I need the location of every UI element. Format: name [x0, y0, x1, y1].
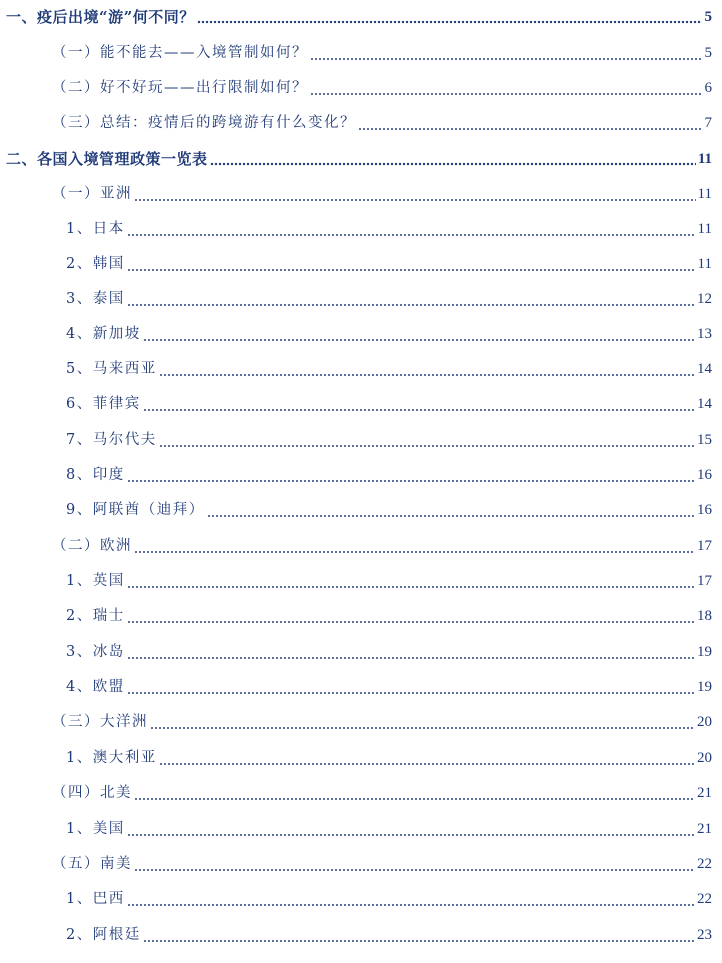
toc-entry-s2-1-6[interactable]: [0, 392, 722, 416]
toc-entry-s2-4[interactable]: [0, 781, 722, 805]
toc-entry-s2-2-3[interactable]: [0, 640, 722, 664]
toc-entry-s1[interactable]: [0, 5, 722, 29]
toc-entry-s2[interactable]: [0, 147, 722, 171]
toc-entry-page-number: 17: [695, 534, 712, 558]
toc-entry-page-number: 11: [696, 252, 712, 276]
toc-entry-title: （五）南美: [52, 852, 134, 876]
toc-entry-s2-3[interactable]: [0, 710, 722, 734]
toc-entry-s1-3[interactable]: [0, 111, 722, 135]
toc-entry-page-number: 12: [695, 287, 712, 311]
toc-entry-title: （一）能不能去——入境管制如何？: [52, 41, 310, 65]
toc-dot-leader: [134, 182, 696, 206]
toc-entry-page-number: 15: [695, 428, 712, 452]
toc-dot-leader: [127, 640, 695, 664]
toc-dot-leader: [159, 357, 695, 381]
toc-entry-title: 1、巴西: [66, 887, 127, 911]
toc-entry-title: 4、新加坡: [66, 322, 143, 346]
toc-dot-leader: [210, 147, 696, 171]
toc-entry-title: 一、疫后出境“游”何不同？: [6, 5, 197, 29]
toc-entry-s2-2-1[interactable]: [0, 569, 722, 593]
toc-entry-title: 6、菲律宾: [66, 392, 143, 416]
toc-dot-leader: [310, 41, 702, 65]
toc-entry-title: 1、澳大利亚: [66, 746, 159, 770]
toc-entry-s2-1-3[interactable]: [0, 287, 722, 311]
toc-entry-page-number: 16: [695, 463, 712, 487]
toc-dot-leader: [127, 252, 696, 276]
toc-dot-leader: [143, 322, 695, 346]
toc-entry-s2-5-1[interactable]: [0, 887, 722, 911]
toc-entry-title: （二）欧洲: [52, 534, 134, 558]
toc-entry-page-number: 14: [695, 392, 712, 416]
toc-entry-s2-5[interactable]: [0, 852, 722, 876]
toc-dot-leader: [127, 217, 696, 241]
toc-entry-title: 1、日本: [66, 217, 127, 241]
toc-dot-leader: [127, 817, 695, 841]
toc-entry-page-number: 21: [695, 781, 712, 805]
toc-entry-title: （四）北美: [52, 781, 134, 805]
toc-entry-page-number: 21: [695, 817, 712, 841]
toc-entry-page-number: 7: [703, 111, 713, 135]
toc-dot-leader: [358, 111, 702, 135]
toc-dot-leader: [134, 852, 695, 876]
toc-entry-title: 二、各国入境管理政策一览表: [6, 147, 210, 171]
toc-dot-leader: [143, 923, 695, 947]
toc-entry-title: 7、马尔代夫: [66, 428, 159, 452]
toc-entry-s2-2-4[interactable]: [0, 675, 722, 699]
toc-entry-s1-1[interactable]: [0, 41, 722, 65]
toc-entry-title: 9、阿联酋（迪拜）: [66, 498, 207, 522]
toc-entry-s2-2-2[interactable]: [0, 604, 722, 628]
toc-entry-page-number: 11: [696, 182, 712, 206]
toc-entry-title: 1、美国: [66, 817, 127, 841]
toc-entry-page-number: 20: [695, 746, 712, 770]
toc-entry-page-number: 5: [703, 5, 713, 29]
toc-dot-leader: [127, 675, 695, 699]
toc-dot-leader: [134, 534, 695, 558]
toc-entry-s2-1-2[interactable]: [0, 252, 722, 276]
toc-entry-s2-1[interactable]: [0, 182, 722, 206]
toc-entry-s2-1-1[interactable]: [0, 217, 722, 241]
toc-entry-title: 4、欧盟: [66, 675, 127, 699]
toc-entry-s2-5-2[interactable]: [0, 923, 722, 947]
toc-dot-leader: [207, 498, 695, 522]
toc-entry-s2-1-4[interactable]: [0, 322, 722, 346]
toc-entry-s1-2[interactable]: [0, 76, 722, 100]
toc-dot-leader: [159, 428, 695, 452]
toc-entry-title: 2、韩国: [66, 252, 127, 276]
toc-entry-title: 2、瑞士: [66, 604, 127, 628]
toc-entry-s2-1-5[interactable]: [0, 357, 722, 381]
toc-entry-title: 1、英国: [66, 569, 127, 593]
toc-dot-leader: [143, 392, 695, 416]
toc-dot-leader: [310, 76, 702, 100]
toc-entry-page-number: 6: [703, 76, 713, 100]
toc-entry-page-number: 19: [695, 640, 712, 664]
toc-entry-title: （三）大洋洲: [52, 710, 150, 734]
toc-entry-page-number: 11: [696, 147, 712, 171]
toc-entry-page-number: 23: [695, 923, 712, 947]
toc-entry-page-number: 14: [695, 357, 712, 381]
toc-entry-page-number: 18: [695, 604, 712, 628]
toc-entry-title: （三）总结：疫情后的跨境游有什么变化？: [52, 111, 358, 135]
toc-dot-leader: [127, 887, 695, 911]
toc-dot-leader: [127, 604, 695, 628]
toc-entry-title: 3、泰国: [66, 287, 127, 311]
toc-entry-title: （二）好不好玩——出行限制如何？: [52, 76, 310, 100]
toc-entry-s2-4-1[interactable]: [0, 817, 722, 841]
toc-dot-leader: [150, 710, 695, 734]
toc-entry-s2-2[interactable]: [0, 534, 722, 558]
toc-entry-page-number: 19: [695, 675, 712, 699]
toc-entry-s2-3-1[interactable]: [0, 746, 722, 770]
toc-entry-page-number: 5: [703, 41, 713, 65]
toc-entry-title: （一）亚洲: [52, 182, 134, 206]
toc-entry-title: 5、马来西亚: [66, 357, 159, 381]
toc-dot-leader: [127, 569, 695, 593]
toc-entry-page-number: 11: [696, 217, 712, 241]
toc-dot-leader: [197, 5, 702, 29]
toc-entry-s2-1-7[interactable]: [0, 428, 722, 452]
toc-entry-s2-1-8[interactable]: [0, 463, 722, 487]
toc-entry-title: 2、阿根廷: [66, 923, 143, 947]
toc-entry-s2-1-9[interactable]: [0, 498, 722, 522]
toc-dot-leader: [127, 287, 695, 311]
toc-entry-page-number: 22: [695, 887, 712, 911]
toc-dot-leader: [127, 463, 695, 487]
toc-entry-page-number: 16: [695, 498, 712, 522]
toc-dot-leader: [159, 746, 695, 770]
toc-dot-leader: [134, 781, 695, 805]
toc-entry-page-number: 22: [695, 852, 712, 876]
toc-entry-page-number: 17: [695, 569, 712, 593]
toc-entry-page-number: 20: [695, 710, 712, 734]
toc-entry-page-number: 13: [695, 322, 712, 346]
toc-entry-title: 8、印度: [66, 463, 127, 487]
toc-entry-title: 3、冰岛: [66, 640, 127, 664]
